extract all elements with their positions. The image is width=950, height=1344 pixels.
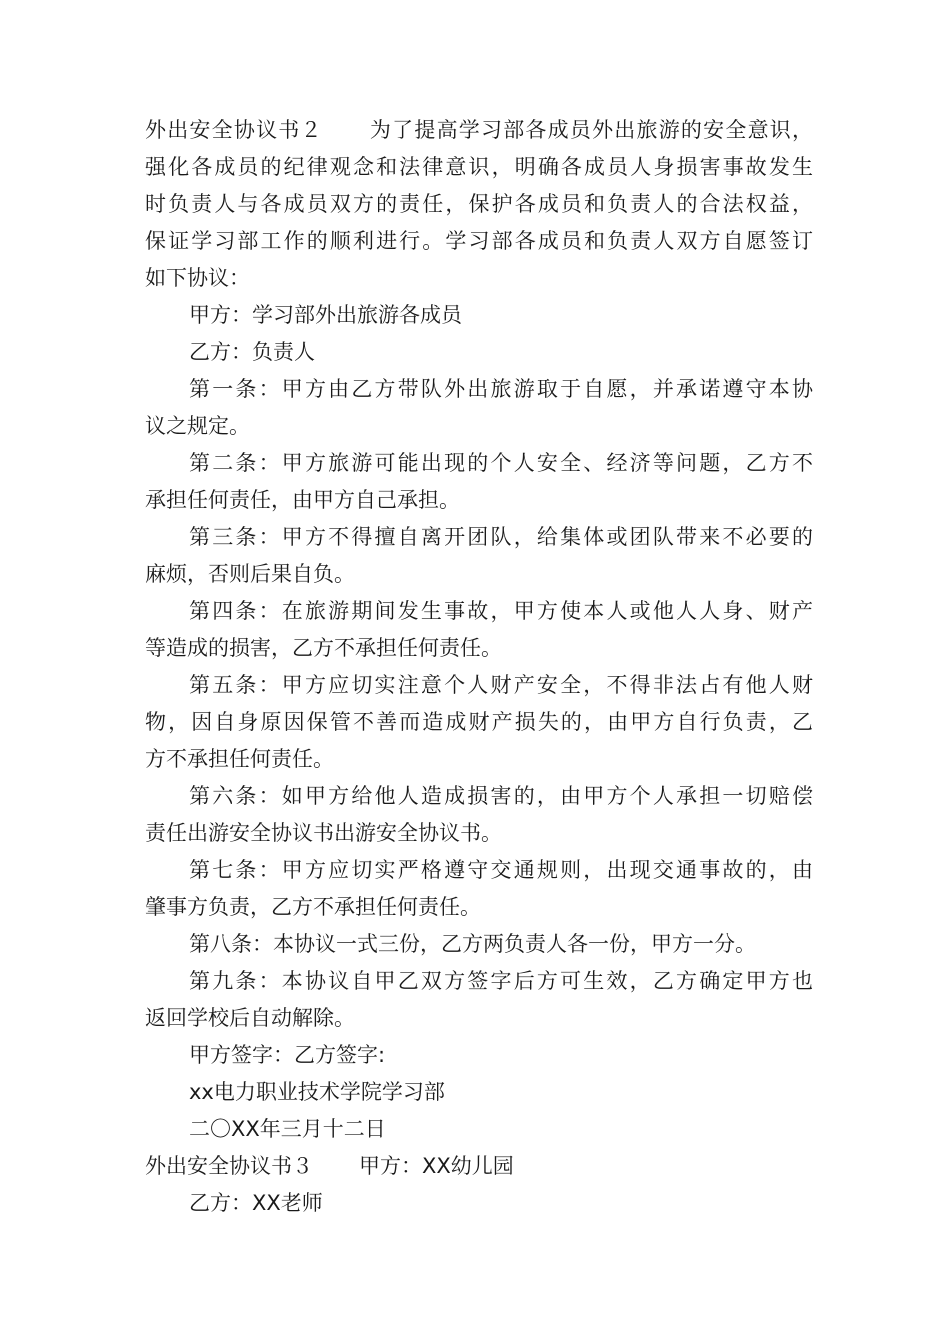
clause-line: 肇事方负责，乙方不承担任何责任。 [145, 895, 481, 919]
clause-line: 第九条：本协议自甲乙双方签字后方可生效，乙方确定甲方也 [189, 969, 813, 993]
clause-line: 甲方：学习部外出旅游各成员 [189, 303, 462, 327]
intro-line: 为了提高学习部各成员外出旅游的安全意识， [368, 118, 814, 142]
clause-paragraph [145, 1074, 813, 1111]
clause-paragraph [145, 667, 813, 778]
clause-paragraph [145, 593, 813, 667]
clause-line: 第四条：在旅游期间发生事故，甲方使本人或他人人身、财产 [189, 599, 813, 623]
clause-paragraph [145, 334, 813, 371]
clause-paragraph [145, 371, 813, 445]
clause-line: 第八条：本协议一式三份，乙方两负责人各一份，甲方一分。 [189, 932, 756, 956]
clause-line: 方不承担任何责任。 [145, 747, 334, 771]
clause-line: 乙方：负责人 [189, 340, 315, 364]
clause-line: 物，因自身原因保管不善而造成财产损失的，由甲方自行负责，乙 [145, 710, 813, 734]
clause-paragraph [145, 963, 813, 1037]
clause-paragraph [145, 778, 813, 852]
clause-line: 二〇XX年三月十二日 [189, 1117, 386, 1141]
clause-line: 第七条：甲方应切实严格遵守交通规则，出现交通事故的，由 [189, 858, 813, 882]
clause-paragraph [145, 1111, 813, 1148]
intro-line: 如下协议： [145, 266, 250, 290]
clause-paragraph [145, 1037, 813, 1074]
clause-line: 议之规定。 [145, 414, 250, 438]
document-body [145, 112, 813, 1222]
clause-line: 责任出游安全协议书出游安全协议书。 [145, 821, 502, 845]
party-a-line: 甲方：XX幼儿园 [359, 1154, 514, 1178]
intro-paragraph [145, 112, 813, 297]
clause-line: 承担任何责任，由甲方自己承担。 [145, 488, 460, 512]
clause-line: 返回学校后自动解除。 [145, 1006, 355, 1030]
clause-line: 第一条：甲方由乙方带队外出旅游取于自愿，并承诺遵守本协 [189, 377, 813, 401]
section-title-3: 外出安全协议书３ [145, 1154, 313, 1178]
clause-line: 第五条：甲方应切实注意个人财产安全，不得非法占有他人财 [189, 673, 813, 697]
clause-list [145, 297, 813, 1148]
intro-first-line [145, 112, 813, 149]
intro-line: 保证学习部工作的顺利进行。学习部各成员和负责人双方自愿签订 [145, 229, 813, 253]
clause-line: 等造成的损害，乙方不承担任何责任。 [145, 636, 502, 660]
clause-paragraph [145, 297, 813, 334]
clause-line: 第三条：甲方不得擅自离开团队，给集体或团队带来不必要的 [189, 525, 813, 549]
clause-paragraph [145, 519, 813, 593]
intro-line: 强化各成员的纪律观念和法律意识，明确各成员人身损害事故发生 [145, 155, 813, 179]
section-title-2: 外出安全协议书２ [145, 118, 323, 142]
clause-line: 甲方签字：乙方签字: [189, 1043, 386, 1067]
clause-paragraph [145, 852, 813, 926]
clause-line: xx电力职业技术学院学习部 [189, 1080, 445, 1104]
clause-line: 第六条：如甲方给他人造成损害的，由甲方个人承担一切赔偿 [189, 784, 813, 808]
section-3-heading [145, 1148, 813, 1185]
clause-paragraph [145, 445, 813, 519]
clause-line: 第二条：甲方旅游可能出现的个人安全、经济等问题，乙方不 [189, 451, 813, 475]
clause-line: 麻烦，否则后果自负。 [145, 562, 355, 586]
clause-paragraph [145, 926, 813, 963]
party-b-line: 乙方：XX老师 [189, 1191, 323, 1215]
intro-line: 时负责人与各成员双方的责任，保护各成员和负责人的合法权益， [145, 192, 813, 216]
